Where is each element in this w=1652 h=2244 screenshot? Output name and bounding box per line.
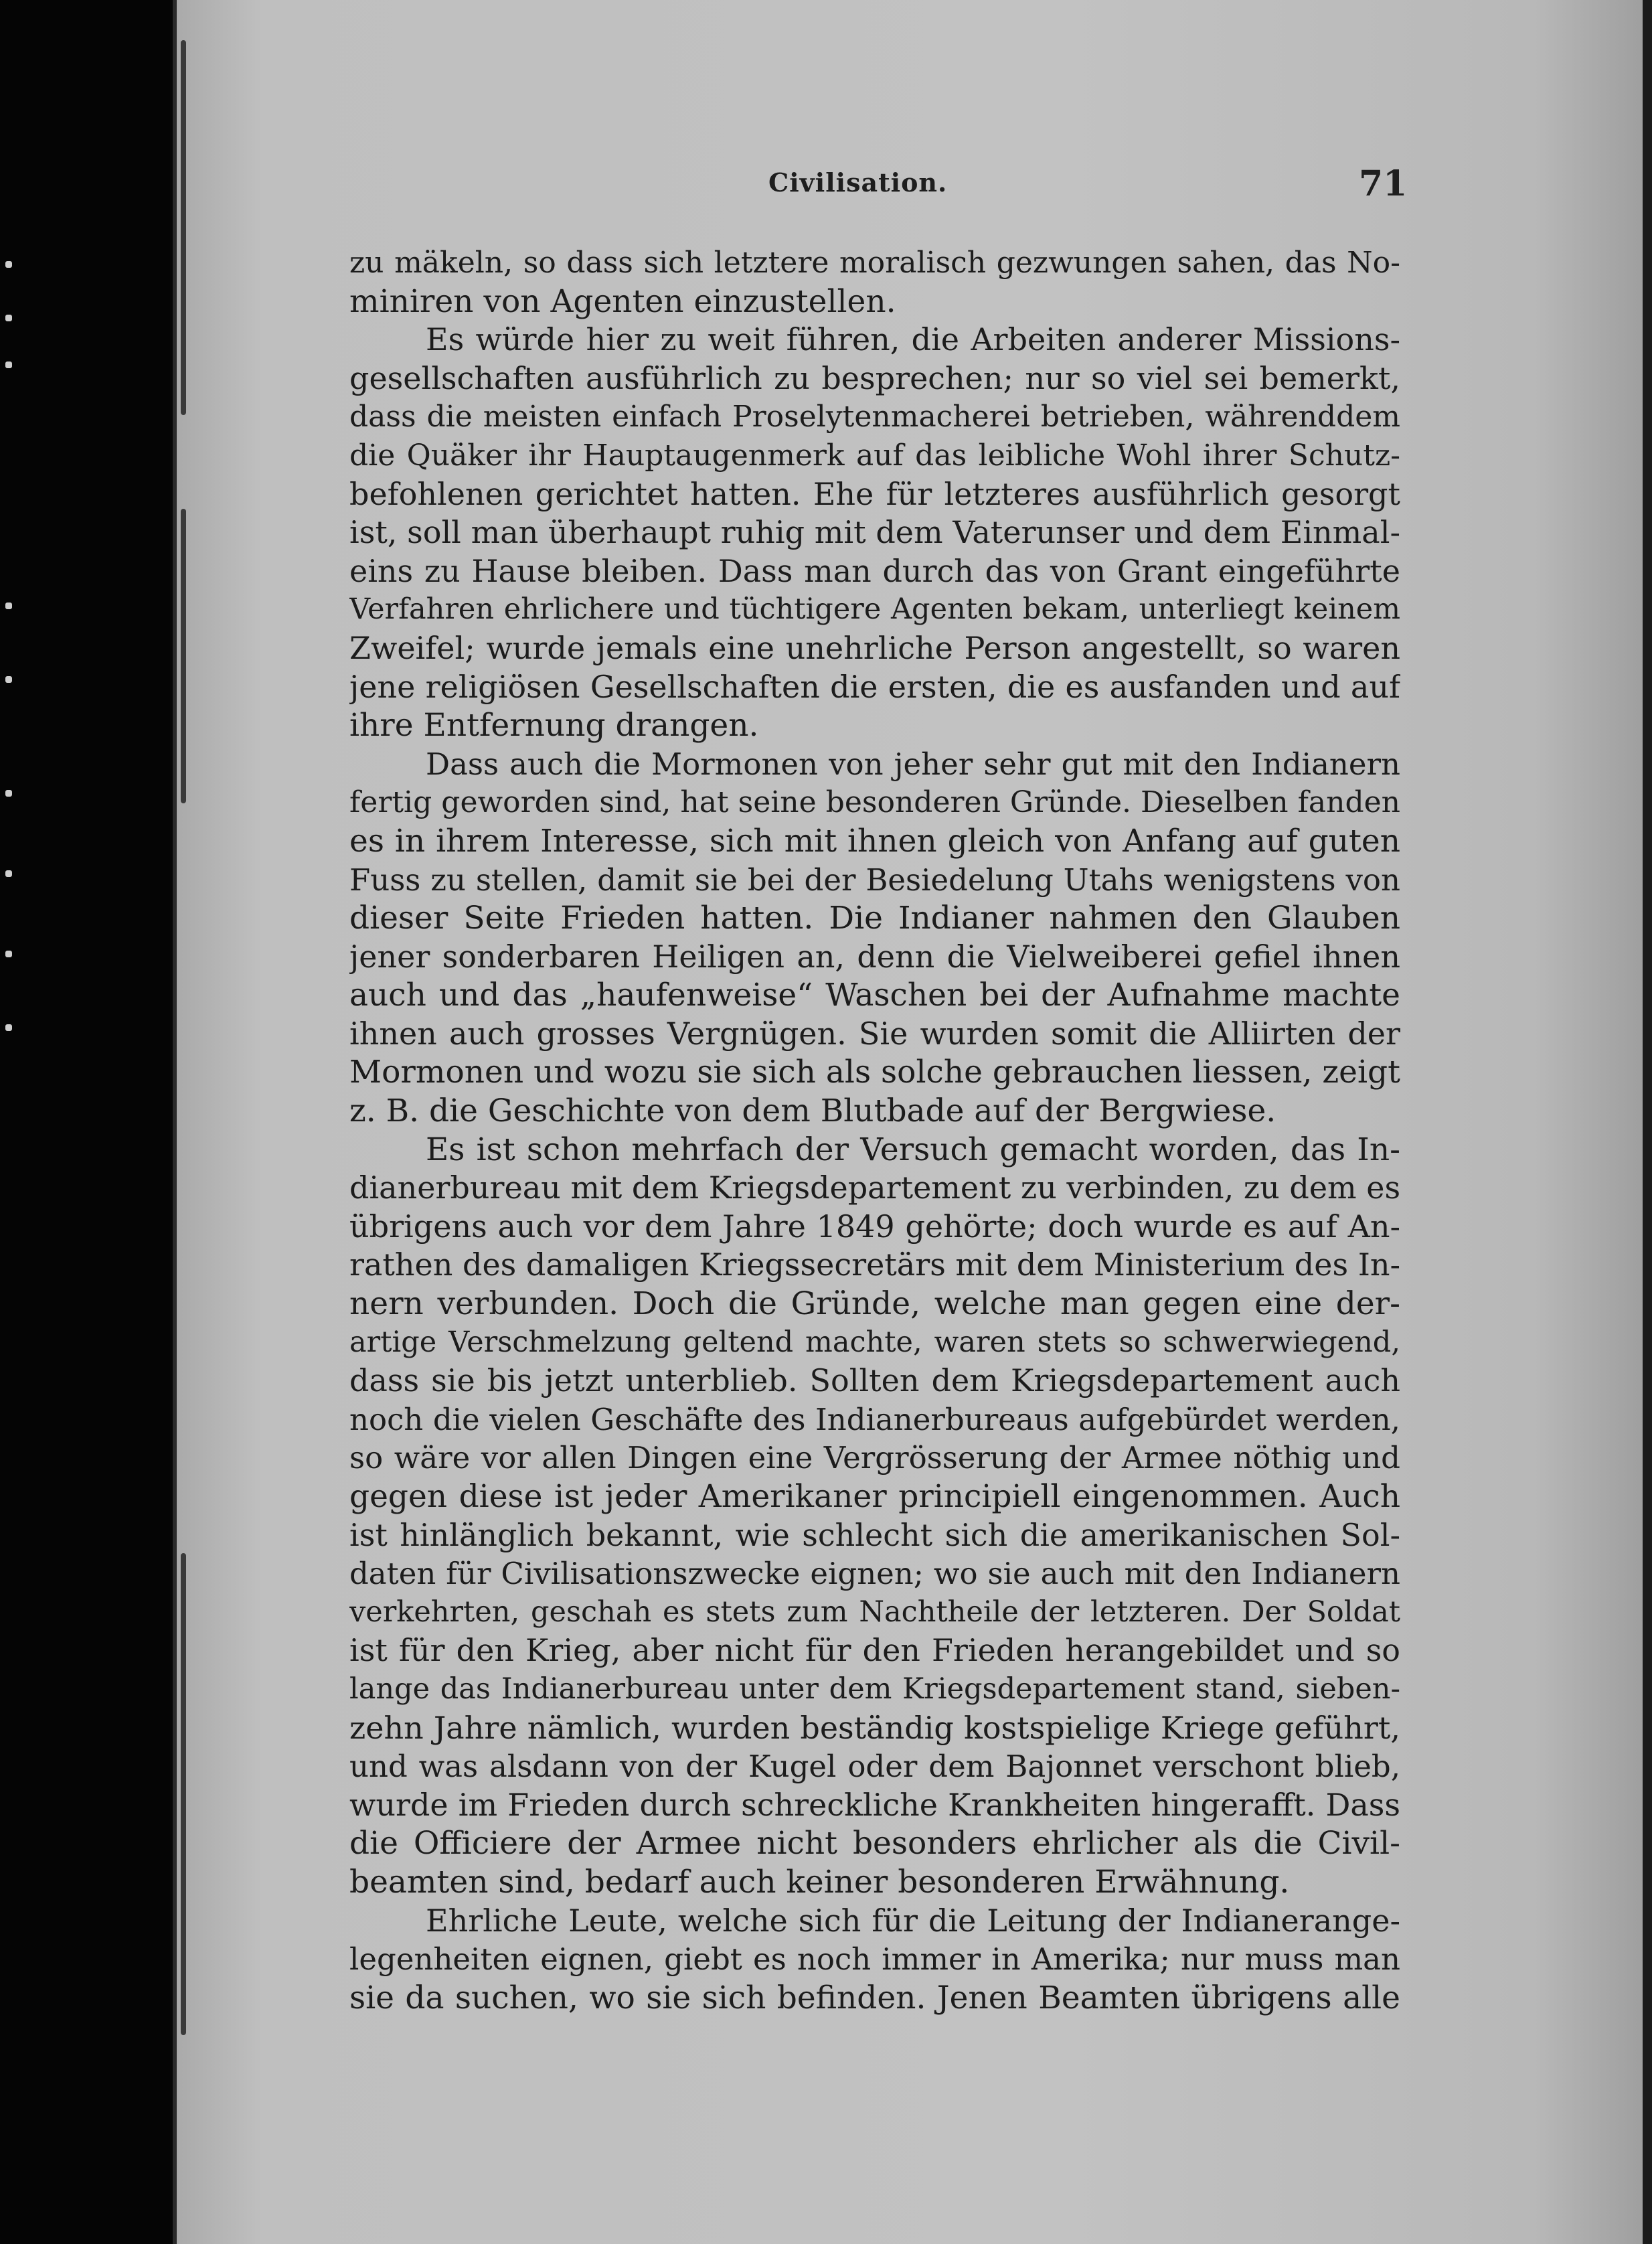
text-line: artige Verschmelzung geltend machte, waren stets so schwerwiegend, [349, 1325, 1400, 1359]
text-line: gegen diese ist jeder Amerikaner principiell eingenommen. Auch [349, 1478, 1400, 1515]
text-line: Ehrliche Leute, welche sich für die Leitung der Indianerange- [426, 1902, 1400, 1939]
text-line: zu mäkeln, so dass sich letztere moralisch gezwungen sahen, das No- [349, 246, 1400, 280]
text-line: zehn Jahre nämlich, wurden beständig kostspielige Kriege geführt, [349, 1709, 1400, 1746]
text-line: beamten sind, bedarf auch keiner besonderen Erwähnung. [349, 1863, 1290, 1901]
edge-speck [5, 951, 12, 957]
edge-speck [5, 261, 12, 268]
text-line: Es würde hier zu weit führen, die Arbeiten anderer Missions- [426, 321, 1400, 358]
text-line: Dass auch die Mormonen von jeher sehr gut mit den Indianern [426, 746, 1400, 782]
text-line: Verfahren ehrlichere und tüchtigere Agenten bekam, unterliegt keinem [349, 592, 1400, 627]
binding-mark [181, 509, 186, 803]
text-line: auch und das „haufenweise“ Waschen bei der Aufnahme machte [349, 977, 1400, 1014]
text-line: Fuss zu stellen, damit sie bei der Besiedelung Utahs wenigstens von [349, 862, 1400, 898]
text-line: noch die vielen Geschäfte des Indianerbureaus aufgebürdet werden, [349, 1401, 1400, 1437]
edge-speck [5, 1024, 12, 1031]
edge-speck [5, 362, 12, 368]
text-line: nern verbunden. Doch die Gründe, welche man gegen eine der- [349, 1285, 1400, 1323]
edge-speck [5, 790, 12, 797]
text-line: legenheiten eignen, giebt es noch immer in Amerika; nur muss man [349, 1941, 1400, 1978]
text-line: miniren von Agenten einzustellen. [349, 283, 896, 320]
edge-speck [5, 870, 12, 877]
binding-mark [181, 40, 186, 415]
text-line: dianerbureau mit dem Kriegsdepartement zu verbinden, zu dem es [349, 1170, 1400, 1206]
text-line: eins zu Hause bleiben. Dass man durch das von Grant eingeführte [349, 552, 1400, 589]
text-line: die Quäker ihr Hauptaugenmerk auf das leibliche Wohl ihrer Schutz- [349, 438, 1400, 473]
text-line: Mormonen und wozu sie sich als solche gebrauchen liessen, zeigt [349, 1054, 1400, 1091]
text-line: daten für Civilisationszwecke eignen; wo sie auch mit den Indianern [349, 1556, 1400, 1592]
text-line: gesellschaften ausführlich zu besprechen; nur so viel sei bemerkt, [349, 359, 1400, 396]
edge-speck [5, 676, 12, 683]
text-line: ihnen auch grosses Vergnügen. Sie wurden somit die Alliirten der [349, 1015, 1400, 1052]
text-line: z. B. die Geschichte von dem Blutbade auf der Bergwiese. [349, 1093, 1276, 1130]
text-line: übrigens auch vor dem Jahre 1849 gehörte; doch wurde es auf An- [349, 1208, 1400, 1245]
text-line: ihre Entfernung drangen. [349, 707, 759, 744]
text-line: dieser Seite Frieden hatten. Die Indianer nahmen den Glauben [349, 900, 1400, 937]
running-head: Civilisation. [768, 167, 948, 197]
text-line: rathen des damaligen Kriegssecretärs mit dem Ministerium des In- [349, 1247, 1400, 1283]
text-line: verkehrten, geschah es stets zum Nachtheile der letzteren. Der Soldat [349, 1595, 1400, 1629]
page-right-edge [1643, 0, 1652, 2244]
body-text [349, 244, 1400, 2017]
text-line: so wäre vor allen Dingen eine Vergrösserung der Armee nöthig und [349, 1440, 1400, 1476]
text-line: Zweifel; wurde jemals eine unehrliche Person angestellt, so waren [349, 629, 1400, 666]
page-number: 71 [1359, 163, 1408, 204]
edge-speck [5, 603, 12, 609]
text-line: jene religiösen Gesellschaften die ersten, die es ausfanden und auf [349, 668, 1400, 705]
text-line: es in ihrem Interesse, sich mit ihnen gleich von Anfang auf guten [349, 822, 1400, 860]
text-line: befohlenen gerichtet hatten. Ehe für letzteres ausführlich gesorgt [349, 475, 1400, 512]
text-line: ist für den Krieg, aber nicht für den Frieden herangebildet und so [349, 1632, 1400, 1669]
text-line: die Officiere der Armee nicht besonders ehrlicher als die Civil- [349, 1825, 1400, 1862]
text-line: sie da suchen, wo sie sich befinden. Jenen Beamten übrigens alle [349, 1979, 1400, 2016]
text-line: dass sie bis jetzt unterblieb. Sollten dem Kriegsdepartement auch [349, 1362, 1400, 1399]
text-line: und was alsdann von der Kugel oder dem Bajonnet verschont blieb, [349, 1749, 1400, 1785]
text-line: fertig geworden sind, hat seine besonderen Gründe. Dieselben fanden [349, 785, 1400, 820]
text-line: ist, soll man überhaupt ruhig mit dem Vaterunser und dem Einmal- [349, 514, 1400, 551]
binding-gutter [173, 0, 177, 2244]
text-line: lange das Indianerbureau unter dem Kriegsdepartement stand, sieben- [349, 1672, 1400, 1706]
text-line: wurde im Frieden durch schreckliche Krankheiten hingerafft. Dass [349, 1786, 1400, 1823]
text-line: dass die meisten einfach Proselytenmacherei betrieben, währenddem [349, 400, 1400, 434]
text-line: jener sonderbaren Heiligen an, denn die Vielweiberei gefiel ihnen [349, 938, 1400, 975]
binding-mark [181, 1553, 186, 2035]
edge-speck [5, 315, 12, 321]
text-line: Es ist schon mehrfach der Versuch gemacht worden, das In- [426, 1131, 1400, 1168]
text-line: ist hinlänglich bekannt, wie schlecht sich die amerikanischen Sol- [349, 1516, 1400, 1553]
